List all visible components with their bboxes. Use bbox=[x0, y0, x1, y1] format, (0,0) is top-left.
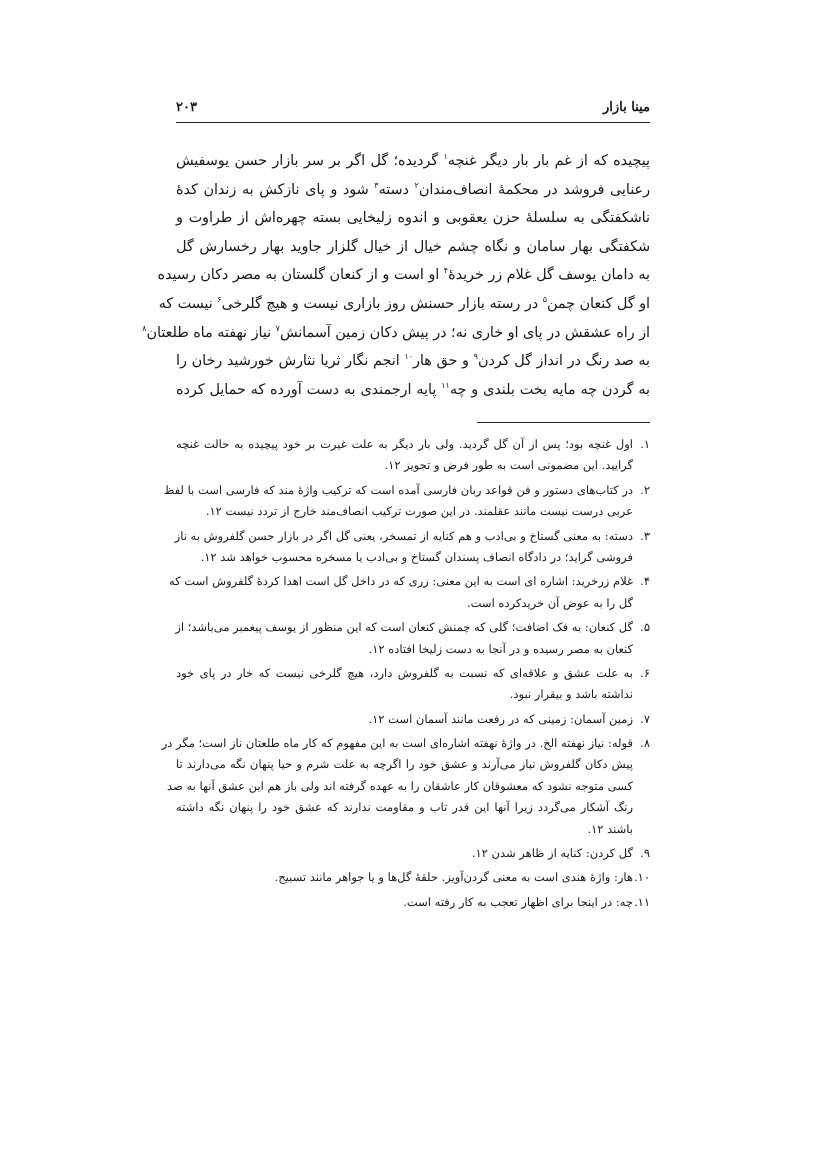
body-text-segment: از راه عشقش در پای او خاری نه؛ در پیش دکان زمین آسمانش bbox=[279, 324, 650, 341]
footnote-number: ۵. bbox=[640, 620, 650, 635]
footnote-number: ۱. bbox=[640, 437, 650, 451]
footnote-line: باشند ۱۲. bbox=[587, 821, 633, 836]
footnote-line: زمین آسمان: زمینی که در رفعت مانند آسمان است ۱۲. bbox=[368, 711, 633, 726]
footnote-reference: ۵ bbox=[542, 295, 547, 305]
footnote-reference: ۱۰ bbox=[404, 352, 414, 362]
body-text-segment: او است و از کنعان گلستان به مصر دکان رسیده bbox=[157, 267, 444, 284]
footnote-reference: ۳ bbox=[374, 180, 379, 190]
footnote-line: رنگ آشکار می‌گردد زیرا آنها این قدر تاب و مقاومت ندارند که عشق خود را پنهان نگه داشته bbox=[176, 800, 633, 815]
footnote-separator bbox=[477, 422, 650, 423]
footnote bbox=[176, 709, 650, 730]
body-text-segment: به دامان یوسف گل غلام زر خریدهٔ bbox=[448, 267, 650, 284]
footnote-line: در کتاب‌های دستور و فن قواعد ربان فارسی آمده است که ترکیب واژهٔ مند که فارسی است با لفظ bbox=[163, 482, 633, 497]
body-line bbox=[176, 176, 650, 205]
body-text-segment: نیست که bbox=[158, 295, 218, 312]
footnote-reference: ۷ bbox=[275, 323, 280, 333]
footnote bbox=[163, 480, 650, 523]
footnote bbox=[176, 663, 650, 706]
body-text-segment: پایه ارجمندی به دست آورده که حمایل کرده bbox=[176, 381, 442, 398]
footnote-number: ۹. bbox=[640, 846, 650, 861]
footnote-line: دسته: به معنی گستاخ و بی‌ادب و هم کنایه از تمسخر، یعنی گل اگر در بازار حسن گلفروش به ناز bbox=[174, 528, 633, 543]
body-line bbox=[176, 347, 650, 376]
footnote-reference: ۹ bbox=[473, 352, 478, 362]
footnote-line: پیش دکان گلفروش نیاز می‌آرند و عشق خود را اگرچه به علت شرم و حیا پنهان نگه می‌دارند تا bbox=[176, 757, 633, 772]
body-text-segment: او گل کنعان چمن bbox=[546, 295, 650, 312]
body-text-segment: شکفتگی بهار سامان و نگاه چشم خیال از خیال گلزار جاوید بهار رخسارش گل bbox=[176, 238, 650, 255]
footnote-number: ۶. bbox=[640, 665, 650, 680]
footnote-reference: ۱ bbox=[443, 152, 448, 162]
footnote-number: ۸. bbox=[640, 736, 650, 751]
footnote-number: ۴. bbox=[640, 574, 650, 589]
footnote-number: ۱۱. bbox=[633, 894, 650, 909]
footnote-reference: ۱۱ bbox=[441, 380, 450, 390]
body-text-segment: دسته bbox=[378, 181, 415, 198]
body-text-segment: انجم نگار ثریا نثارش خورشید رخان را bbox=[176, 353, 405, 370]
footnote-number: ۳. bbox=[640, 528, 650, 543]
body-text-segment: پیچیده که از غم بار بار دیگر غنچه bbox=[447, 153, 650, 169]
footnote-line: قوله: نیاز نهفته الخ. در واژهٔ نهفته اشاره‌ای است به این مفهوم که کار ماه طلعتان ناز است؛ مگر در bbox=[161, 736, 633, 751]
body-text-segment: شود و پای نازکش به زندان کدهٔ bbox=[176, 181, 375, 198]
footnote-reference: ۲ bbox=[414, 180, 419, 190]
footnote bbox=[176, 617, 650, 660]
footnote bbox=[161, 733, 650, 840]
footnote bbox=[176, 434, 650, 477]
body-text-segment: و حق هار bbox=[413, 353, 474, 370]
page-number: ۲۰۳ bbox=[176, 100, 197, 115]
body-line bbox=[142, 319, 650, 348]
footnote-line: گل کردن: کنایه از ظاهر شدن ۱۲. bbox=[471, 846, 633, 861]
footnote bbox=[176, 843, 650, 864]
body-text-segment: رعنایی فروشد در محکمهٔ انصاف‌مندان bbox=[418, 181, 650, 198]
footnote-line: فروشی گراید؛ در دادگاه انصاف پسندان گستاخ و بی‌ادب یا مسخره محسوب خواهد شد ۱۲. bbox=[200, 549, 633, 564]
footnote-line: عربی درست نیست مانند عقلمند. در این صورت ترکیب انصاف‌مند خارج از تردد نیست ۱۲. bbox=[205, 504, 633, 519]
running-header bbox=[176, 100, 650, 123]
footnote-line: گرایید. این مضمونی است به طور فرض و تجویز ۱۲. bbox=[384, 458, 633, 473]
footnote-number: ۲. bbox=[640, 482, 650, 497]
footnote-line: کنعان به مصر رسیده و در آنجا به دست زلیخا افتاده ۱۲. bbox=[368, 641, 633, 656]
footnote-reference: ۶ bbox=[217, 295, 222, 305]
footnote-number: ۱۰. bbox=[633, 870, 650, 885]
body-line bbox=[158, 290, 650, 319]
body-text bbox=[142, 147, 650, 404]
body-text-segment: نیاز نهفته ماه طلعتان bbox=[146, 324, 276, 341]
body-text-segment: در رسته بازار حسنش روز بازاری نیست و هیچ گلرخی bbox=[221, 295, 543, 312]
body-text-segment: ناشکفتگی به سلسلهٔ حزن یعقوبی و اندوه زلیخایی بسته چهره‌اش از طراوت و bbox=[176, 210, 650, 227]
footnote bbox=[176, 892, 650, 913]
body-text-segment: به صد رنگ در انداز گل کردن bbox=[477, 353, 650, 370]
footnote-line: چه: در اینجا برای اظهار تعجب به کار رفته است. bbox=[403, 894, 633, 909]
body-line bbox=[176, 147, 650, 176]
body-text-segment: به گردن چه مایه بخت بلندی و چه bbox=[449, 381, 650, 398]
footnotes-section bbox=[161, 434, 650, 916]
body-line bbox=[157, 261, 650, 290]
footnote-reference: ۸ bbox=[142, 323, 147, 333]
footnote-line: هار: واژهٔ هندی است به معنی گردن‌آویز. حلقهٔ گل‌ها و یا جواهر مانند تسبیح. bbox=[274, 870, 633, 885]
body-line bbox=[176, 233, 650, 262]
footnote-line: گل را به عوض آن خریدکرده است. bbox=[466, 595, 633, 610]
footnote bbox=[176, 867, 650, 888]
footnote-line: کسی متوجه نشود که معشوقان کار عاشقان را به عهده گرفته اند ولی باز هم این عشق آنها به صد bbox=[166, 778, 633, 793]
footnote-line: گل کنعان: به فک اضافت؛ گلی که چمنش کنعان است که این منظور از یوسف پیغمبر می‌باشد؛ از bbox=[175, 620, 633, 635]
body-line bbox=[176, 204, 650, 233]
footnote-line: نداشته باشد و بیقرار نبود. bbox=[509, 687, 633, 702]
body-text-segment: گردیده؛ گل اگر بر سر بازار حسن یوسفیش bbox=[176, 153, 444, 169]
body-line bbox=[176, 376, 650, 405]
footnote-line: اول غنچه بود؛ پس از آن گل گردید. ولی بار دیگر به علت غیرت بر خود پیچیده به حالت غنچه bbox=[176, 437, 633, 451]
footnote-number: ۷. bbox=[640, 711, 650, 726]
footnote bbox=[176, 526, 650, 569]
footnote-line: به علت عشق و علاقه‌ای که نسبت به گلفروش دارد، هیچ گلرخی نیست که خار در پای خود bbox=[176, 665, 633, 680]
footnote-line: غلام زرخرید: اشاره ای است به این معنی: زری که در داخل گل است اهدا کردهٔ گلفروش است که bbox=[169, 574, 633, 589]
chapter-title: مینا بازار bbox=[602, 100, 650, 115]
footnote bbox=[169, 571, 650, 614]
footnote-reference: ۴ bbox=[443, 266, 449, 276]
